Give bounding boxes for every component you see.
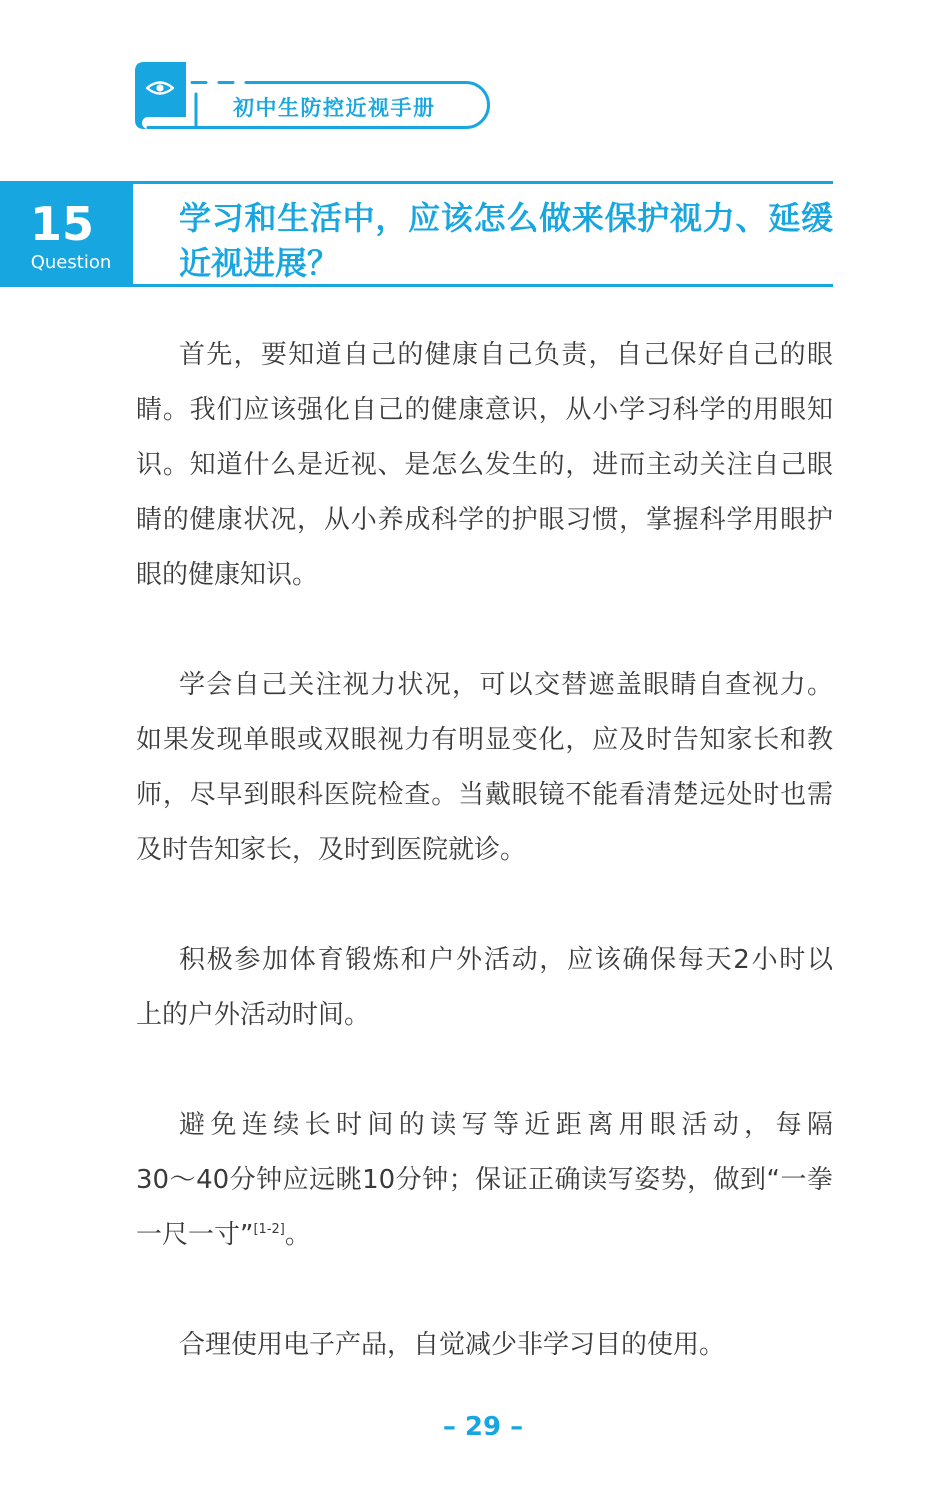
text-line: 识。知道什么是近视、是怎么发生的，进而主动关注自己眼 <box>136 450 833 480</box>
text-line: 学会自己关注视力状况，可以交替遮盖眼睛自查视力。 <box>179 670 833 700</box>
page-number: – 29 – <box>442 1412 524 1442</box>
text-line: 如果发现单眼或双眼视力有明显变化，应及时告知家长和教 <box>136 725 833 755</box>
question-number: 15 <box>29 197 94 251</box>
title-top-rule <box>133 181 833 184</box>
question-title <box>179 196 833 286</box>
question-badge <box>0 181 133 287</box>
paragraph <box>136 658 833 878</box>
paragraph <box>136 1098 833 1263</box>
question-label: Question <box>30 252 112 273</box>
text-line: 睛的健康状况，从小养成科学的护眼习惯，掌握科学用眼护 <box>136 505 833 535</box>
text-line: 合理使用电子产品，自觉减少非学习目的使用。 <box>179 1330 726 1360</box>
paragraph <box>136 1318 833 1373</box>
book-title: 初中生防控近视手册 <box>233 96 436 120</box>
citation-reference: [1-2] <box>253 1222 285 1237</box>
body-text <box>136 328 833 1428</box>
book-cover <box>135 62 186 129</box>
text-line: 及时告知家长，及时到医院就诊。 <box>136 835 527 865</box>
text-line: 30～40分钟应远眺10分钟；保证正确读写姿势，做到“一拳 <box>136 1165 833 1195</box>
question-title-line: 学习和生活中，应该怎么做来保护视力、延缓 <box>179 199 833 237</box>
text-line: 上的户外活动时间。 <box>136 1000 371 1030</box>
text-line: 睛。我们应该强化自己的健康意识，从小学习科学的用眼知 <box>136 395 833 425</box>
text-line: 眼的健康知识。 <box>136 560 319 590</box>
text-line: 师，尽早到眼科医院检查。当戴眼镜不能看清楚远处时也需 <box>136 780 833 810</box>
text-line: 首先，要知道自己的健康自己负责，自己保好自己的眼 <box>179 340 833 370</box>
text-line <box>136 1208 833 1263</box>
question-title-line: 近视进展？ <box>179 244 340 282</box>
text-line: 避免连续长时间的读写等近距离用眼活动，每隔 <box>179 1110 833 1140</box>
text-segment: 一尺一寸” <box>136 1220 254 1250</box>
text-segment: 。 <box>284 1220 311 1250</box>
paragraph <box>136 328 833 603</box>
paragraph <box>136 933 833 1043</box>
text-line: 积极参加体育锻炼和户外活动，应该确保每天2小时以 <box>179 945 833 975</box>
